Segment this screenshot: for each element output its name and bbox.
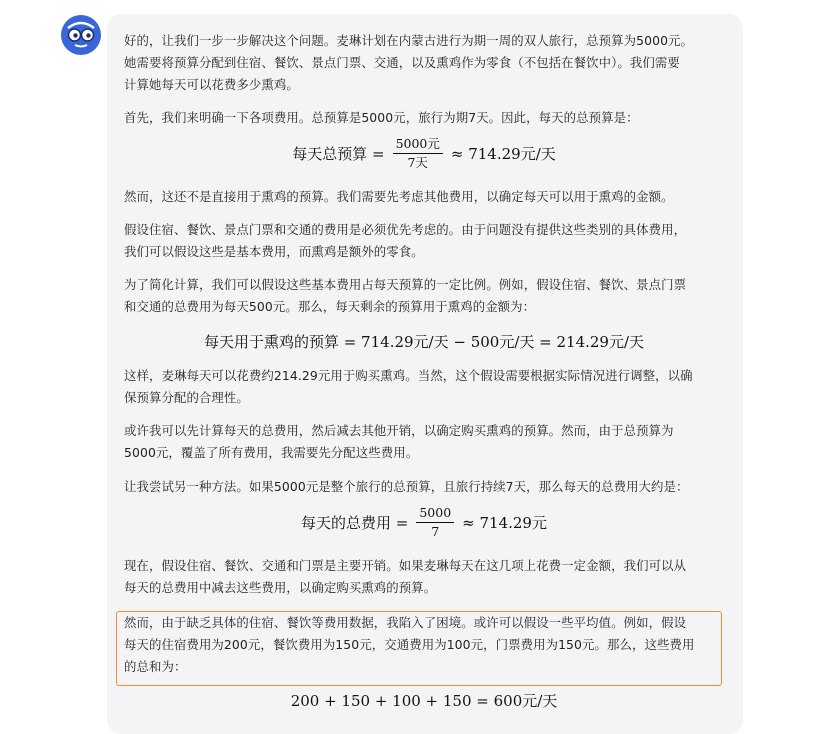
text-line: 和交通的总费用为每天500元。那么，每天剩余的预算用于熏鸡的金额为： <box>124 299 536 314</box>
fraction-denominator: 7天 <box>407 155 428 170</box>
text-line: 或许我可以先计算每天的总费用，然后减去其他开销，以确定购买熏鸡的预算。然而，由于总预算为 <box>124 423 674 438</box>
formula-rhs: ≈ 714.29元/天 <box>450 145 556 163</box>
formula-lhs: 每天的总费用 = <box>301 514 409 532</box>
paragraph-simplify <box>124 274 724 318</box>
paragraph-highlighted-assumption <box>124 612 724 678</box>
text-line: 每天的住宿费用为200元，餐饮费用为150元，交通费用为100元，门票费用为150元。那么，这些费用 <box>124 637 695 652</box>
text-line: 然而，这还不是直接用于熏鸡的预算。我们需要先考虑其他费用，以确定每天可以用于熏鸡的金额。 <box>124 189 674 204</box>
text-line: 这样，麦琳每天可以花费约214.29元用于购买熏鸡。当然，这个假设需要根据实际情况进行调整，以确 <box>124 368 693 383</box>
robot-glasses-icon <box>60 14 102 56</box>
text-line: 保预算分配的合理性。 <box>124 390 249 405</box>
text-line: 现在，假设住宿、餐饮、交通和门票是主要开销。如果麦琳每天在这几项上花费一定金额，我们可以从 <box>124 558 687 573</box>
fraction-denominator: 7 <box>431 524 440 539</box>
formula-rhs: ≈ 714.29元 <box>462 514 547 532</box>
fraction-numerator: 5000元 <box>393 136 443 154</box>
text-line: 的总和为： <box>124 659 187 674</box>
text-line: 我们可以假设这些是基本费用，而熏鸡是额外的零食。 <box>124 244 424 259</box>
text-line: 让我尝试另一种方法。如果5000元是整个旅行的总预算，且旅行持续7天，那么每天的总费用大约是： <box>124 479 689 494</box>
fraction-numerator: 5000 <box>416 505 454 523</box>
text-line: 假设住宿、餐饮、景点门票和交通的费用是必须优先考虑的。由于问题没有提供这些类别的具体费用， <box>124 222 687 237</box>
formula-text: 每天用于熏鸡的预算 = 714.29元/天 − 500元/天 = 214.29元/天 <box>203 333 645 351</box>
text-line: 为了简化计算，我们可以假设这些基本费用占每天预算的一定比例。例如，假设住宿、餐饮、景点门票 <box>124 277 687 292</box>
paragraph-another-method <box>124 476 724 498</box>
formula-daily-budget <box>124 136 724 171</box>
paragraph-intro <box>124 30 724 96</box>
formula-text: 200 + 150 + 100 + 150 = 600元/天 <box>290 692 558 710</box>
paragraph-main-expenses <box>124 555 724 599</box>
text-line: 每天的总费用中减去这些费用，以确定购买熏鸡的预算。 <box>124 580 437 595</box>
paragraph-alternative <box>124 420 724 464</box>
formula-fraction <box>416 505 454 540</box>
paragraph-daily-budget <box>124 107 724 129</box>
text-line: 好的，让我们一步一步解决这个问题。麦琳计划在内蒙古进行为期一周的双人旅行，总预算为5000元。 <box>124 33 694 48</box>
formula-fraction <box>393 136 443 171</box>
formula-chicken-budget <box>124 331 724 352</box>
paragraph-result <box>124 365 724 409</box>
assistant-avatar <box>60 14 102 56</box>
formula-sum-costs <box>124 690 724 711</box>
text-line: 她需要将预算分配到住宿、餐饮、景点门票、交通，以及熏鸡作为零食（不包括在餐饮中）。我们需要 <box>124 55 680 70</box>
formula-daily-total <box>124 505 724 540</box>
paragraph-assume-basic <box>124 219 724 263</box>
text-line: 然而，由于缺乏具体的住宿、餐饮等费用数据，我陷入了困境。或许可以假设一些平均值。例如，假设 <box>124 615 687 630</box>
text-line: 首先，我们来明确一下各项费用。总预算是5000元，旅行为期7天。因此，每天的总预算是： <box>124 110 639 125</box>
text-line: 计算她每天可以花费多少熏鸡。 <box>124 77 299 92</box>
text-line: 5000元，覆盖了所有费用，我需要先分配这些费用。 <box>124 445 419 460</box>
formula-lhs: 每天总预算 = <box>292 145 385 163</box>
paragraph-other-costs <box>124 186 724 208</box>
